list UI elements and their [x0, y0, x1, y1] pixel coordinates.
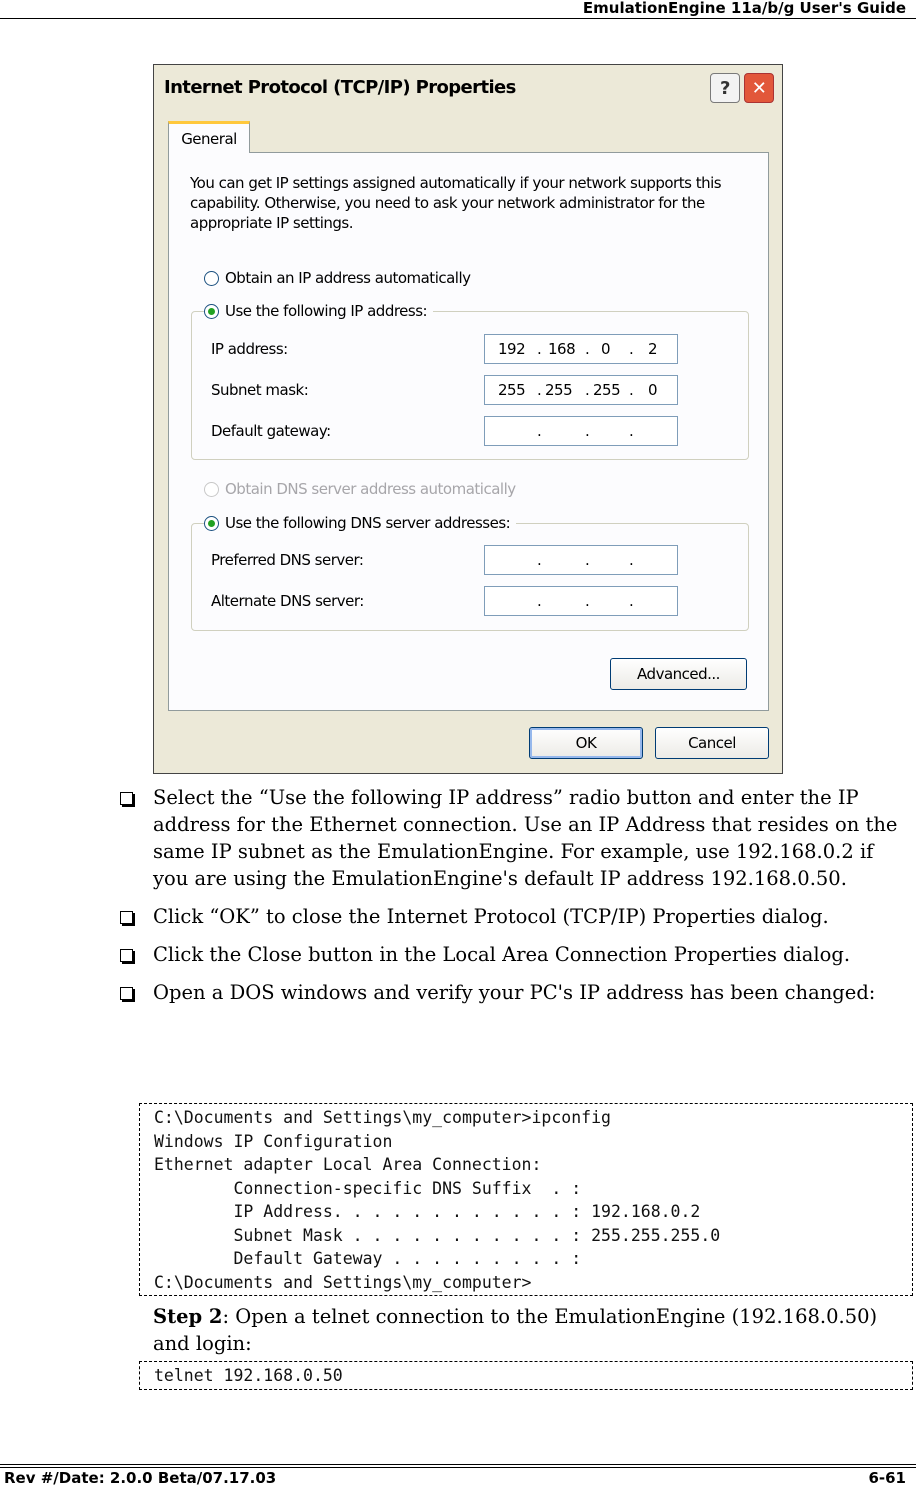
radio-disabled-icon: [204, 482, 219, 497]
checkbox-bullet-icon: [120, 792, 133, 805]
default-gateway-input[interactable]: . . .: [484, 416, 678, 446]
alternate-dns-label: Alternate DNS server:: [211, 592, 364, 610]
ip-address-input[interactable]: 192 . 168 . 0 . 2: [484, 334, 678, 364]
tcpip-properties-dialog: [153, 64, 783, 774]
subnet-mask-input[interactable]: 255 . 255 . 255 . 0: [484, 375, 678, 405]
code-line: Connection-specific DNS Suffix . :: [154, 1178, 582, 1198]
list-item: Open a DOS windows and verify your PC's IP address has been changed:: [120, 979, 910, 1006]
radio-obtain-ip-auto-label: Obtain an IP address automatically: [225, 269, 471, 287]
radio-use-dns[interactable]: [204, 514, 516, 532]
footer-rule: [0, 1464, 916, 1465]
ip-octet-2: 168: [548, 340, 576, 358]
code-line: C:\Documents and Settings\my_computer>ipconfig: [154, 1108, 611, 1127]
preferred-dns-label: Preferred DNS server:: [211, 551, 364, 569]
step-2-paragraph: [153, 1303, 893, 1357]
radio-use-ip-label: Use the following IP address:: [225, 302, 428, 320]
default-gateway-label: Default gateway:: [211, 422, 331, 440]
code-line: Subnet Mask . . . . . . . . . . . : 255.255.255.0: [154, 1225, 721, 1245]
radio-unselected-icon: [204, 271, 219, 286]
code-line: IP Address. . . . . . . . . . . . : 192.168.0.2: [154, 1202, 701, 1221]
radio-obtain-ip-auto[interactable]: [204, 269, 477, 287]
radio-selected-icon: [204, 304, 219, 319]
checkbox-bullet-icon: [120, 911, 133, 924]
checkbox-bullet-icon: [120, 949, 133, 962]
radio-use-dns-label: Use the following DNS server addresses:: [225, 514, 511, 532]
alternate-dns-input[interactable]: . . .: [484, 586, 678, 616]
subnet-mask-label: Subnet mask:: [211, 381, 309, 399]
help-button[interactable]: ?: [710, 73, 740, 103]
code-line: Default Gateway . . . . . . . . . :: [154, 1249, 582, 1268]
ip-octet-3: 0: [601, 340, 611, 358]
code-line: C:\Documents and Settings\my_computer>: [154, 1272, 532, 1292]
radio-obtain-dns-auto[interactable]: [204, 480, 522, 498]
code-line: Ethernet adapter Local Area Connection:: [154, 1155, 542, 1174]
instruction-list: [120, 784, 910, 1017]
tab-general[interactable]: General: [168, 121, 250, 153]
ip-address-label: IP address:: [211, 340, 288, 358]
ok-button[interactable]: OK: [529, 727, 643, 759]
advanced-button[interactable]: Advanced...: [610, 658, 747, 690]
list-item: Select the “Use the following IP address” radio button and enter the IP address for the Ethernet connection. Use an IP Address that resides on the same IP subnet as the EmulationEngine. For example, use 192.168.0.2 if you are using the EmulationEngine's default IP address 192.168.0.50.: [120, 784, 910, 892]
footer-revision: Rev #/Date: 2.0.0 Beta/07.17.03: [4, 1469, 277, 1487]
header-title: EmulationEngine 11a/b/g User's Guide: [582, 0, 906, 17]
page-number: 6-61: [868, 1469, 906, 1487]
page-header: [0, 0, 916, 22]
step-2-label: Step 2: [153, 1305, 223, 1328]
header-rule: [0, 18, 916, 19]
radio-selected-icon: [204, 516, 219, 531]
code-line: Windows IP Configuration: [154, 1131, 393, 1151]
footer-rule: [0, 1467, 916, 1468]
telnet-code-block: [139, 1361, 913, 1390]
intro-text: You can get IP settings assigned automatically if your network supports this capability. Otherwise, you need to ask your network administrator for the appropriate IP settings.: [190, 174, 722, 232]
close-button[interactable]: ✕: [744, 73, 774, 103]
subnet-octet-1: 255: [498, 381, 526, 399]
cancel-button[interactable]: Cancel: [655, 727, 769, 759]
preferred-dns-input[interactable]: . . .: [484, 545, 678, 575]
ip-octet-4: 2: [648, 340, 658, 358]
ipconfig-code-block: [139, 1103, 913, 1296]
dialog-title: Internet Protocol (TCP/IP) Properties: [164, 77, 516, 98]
list-item: Click “OK” to close the Internet Protocol (TCP/IP) Properties dialog.: [120, 903, 910, 930]
subnet-octet-2: 255: [545, 381, 573, 399]
step-2-text: : Open a telnet connection to the EmulationEngine (192.168.0.50) and login:: [153, 1305, 878, 1355]
radio-obtain-dns-auto-label: Obtain DNS server address automatically: [225, 480, 516, 498]
subnet-octet-3: 255: [593, 381, 621, 399]
list-item: Click the Close button in the Local Area Connection Properties dialog.: [120, 941, 910, 968]
ip-octet-1: 192: [498, 340, 526, 358]
radio-use-ip[interactable]: [204, 302, 433, 320]
code-line: telnet 192.168.0.50: [154, 1366, 343, 1385]
checkbox-bullet-icon: [120, 987, 133, 1000]
subnet-octet-4: 0: [648, 381, 658, 399]
